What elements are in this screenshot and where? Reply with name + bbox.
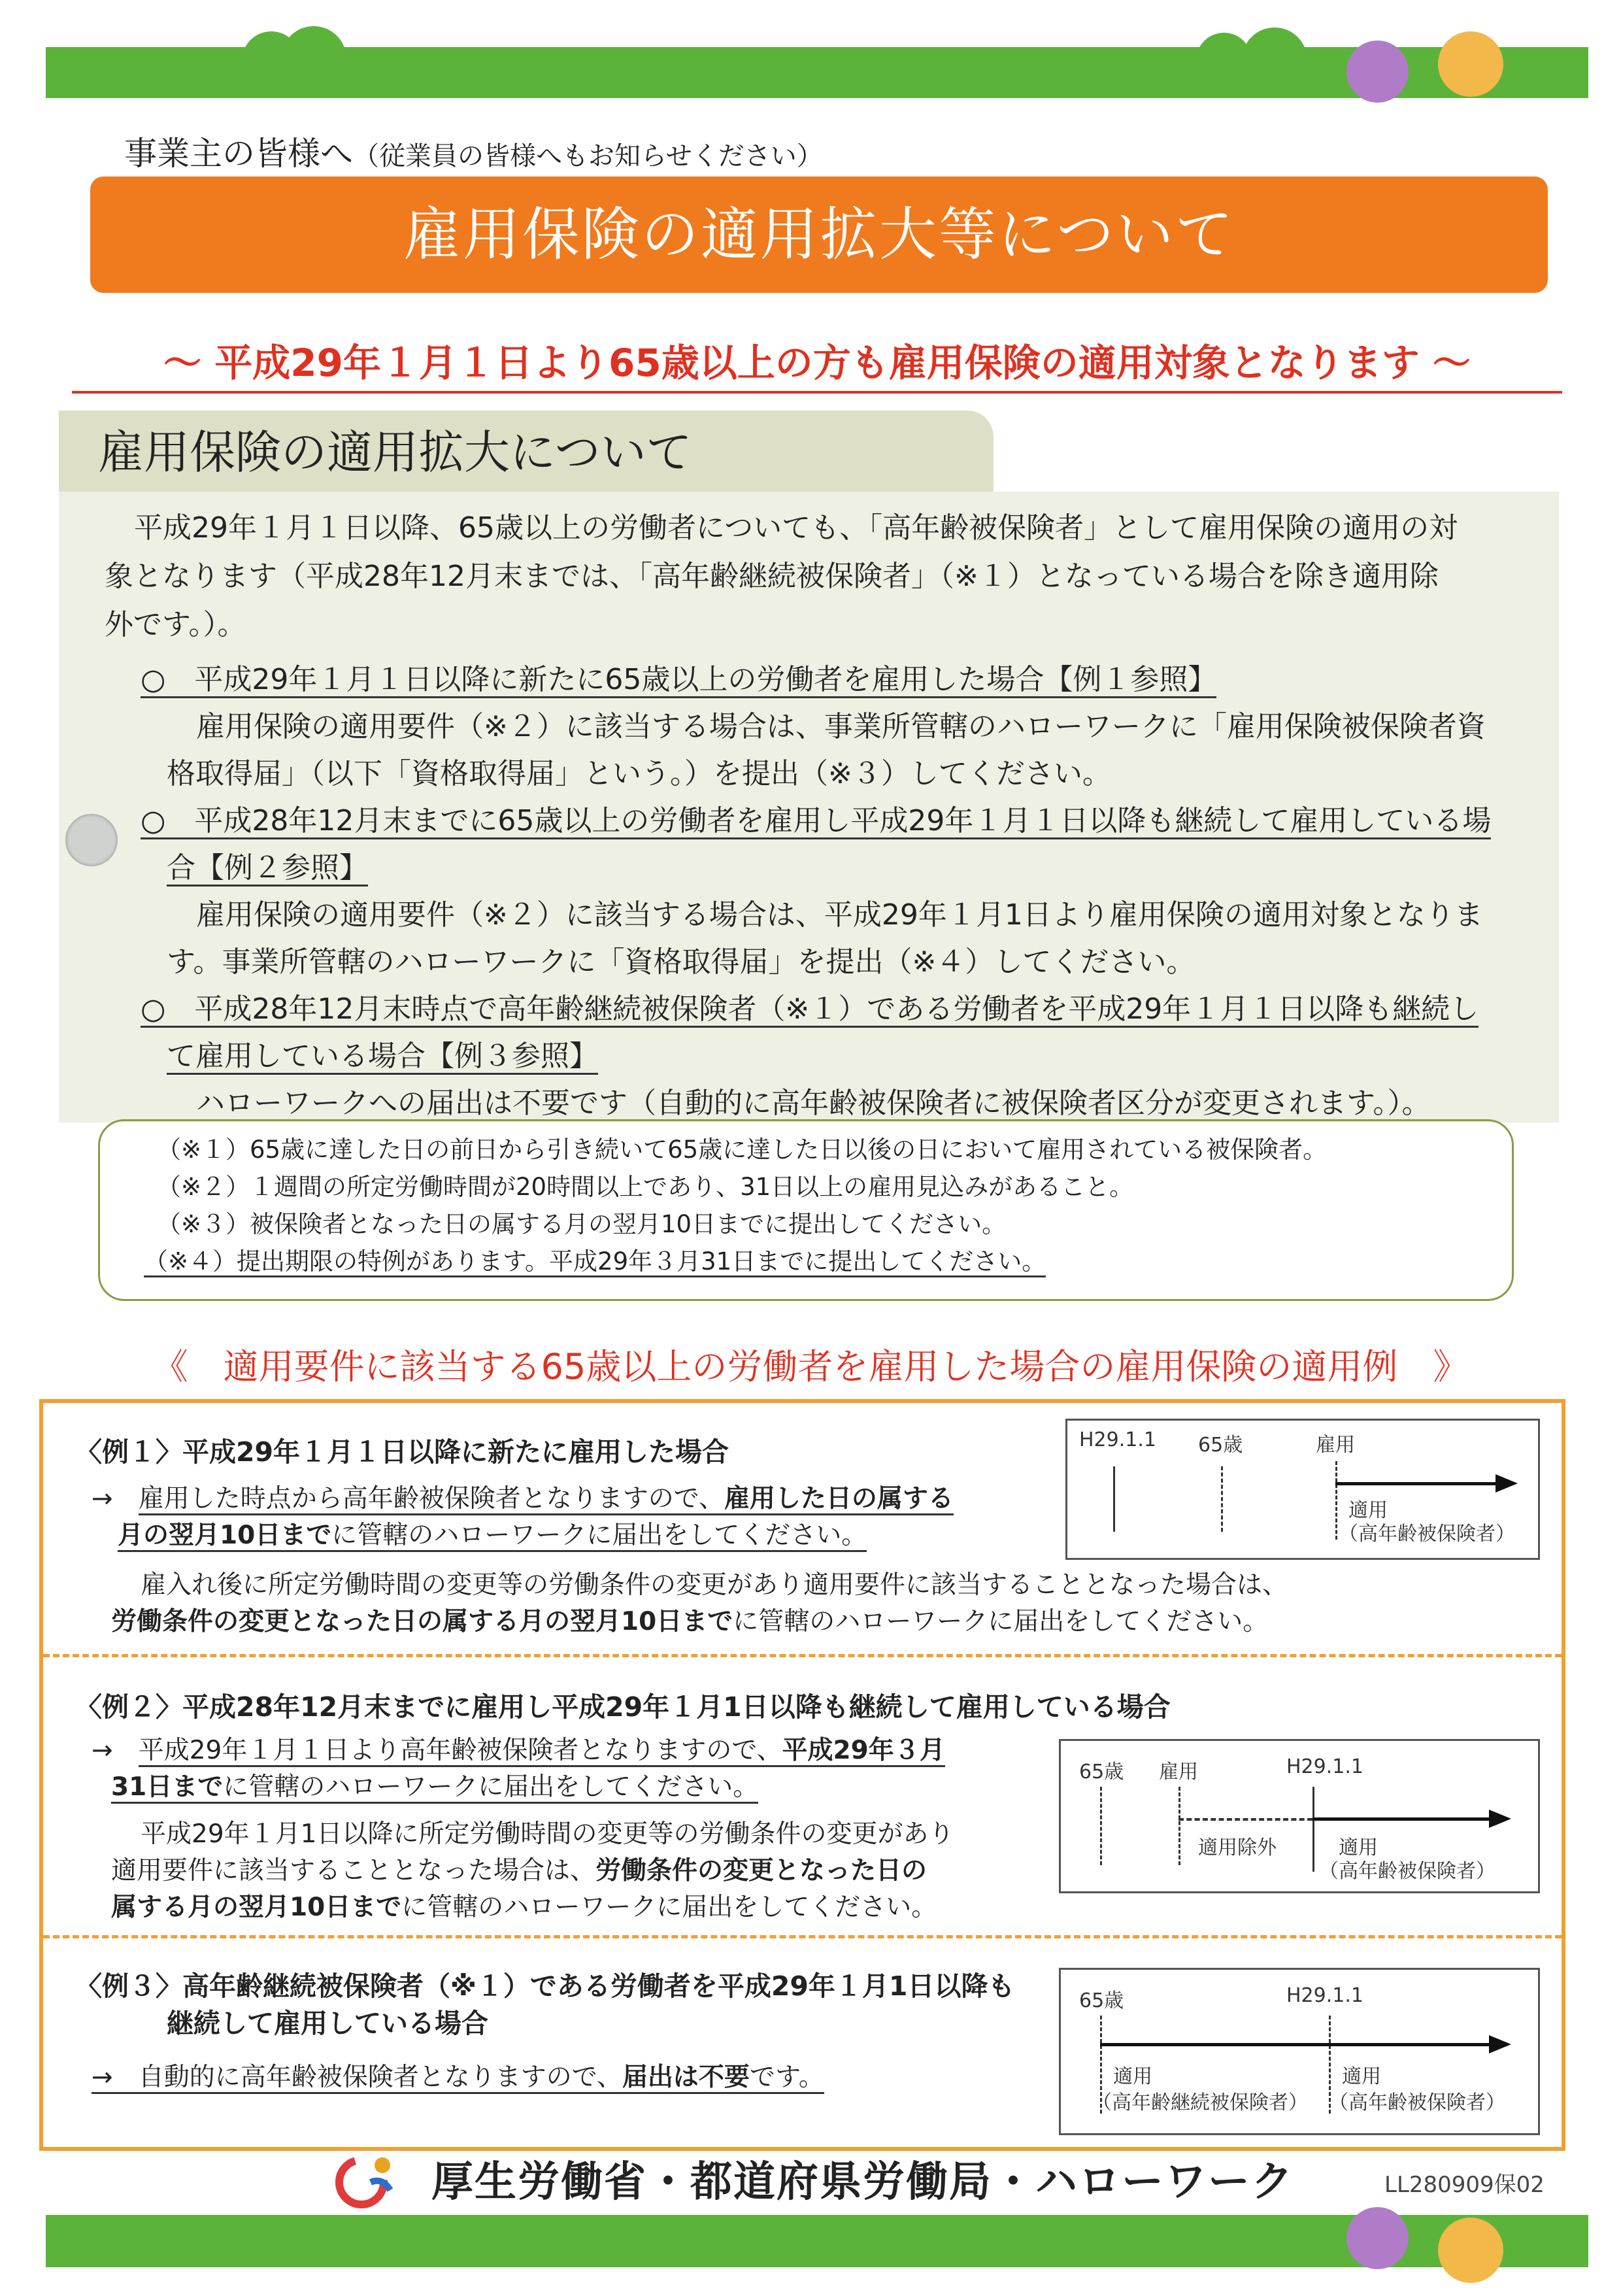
ex2-excluded-line [1178,1818,1312,1821]
ex3-title-2: 継続して雇用している場合 [167,2008,488,2039]
ex3-label-h29: H29.1.1 [1286,1984,1363,2007]
ex1-extra2-bold: 労働条件の変更となった日の属する月の翌月10日まで [111,1607,733,1636]
item1-line1: 雇用保険の適用要件（※２）に該当する場合は、事業所管轄のハローワークに「雇用保険被保険者資 [196,710,1486,743]
item2-line2: す。事業所管轄のハローワークに「資格取得届」を提出（※４）してください。 [167,945,1195,979]
ex3-label-65: 65歳 [1079,1989,1124,2012]
ex2-hire-marker [1178,1787,1180,1865]
ex1-label-hire: 雇用 [1316,1434,1355,1457]
ex2-label-65: 65歳 [1079,1761,1124,1783]
purple-circle-decoration [1346,2207,1409,2269]
ex1-title: 〈例１〉平成29年１月１日以降に新たに雇用した場合 [75,1436,729,1468]
ex2-title: 〈例２〉平成28年12月末までに雇用し平成29年１月1日以降も継続して雇用している場合 [75,1691,1171,1723]
ex1-label-insured: （高年齢被保険者） [1339,1523,1515,1545]
ex2-h29-marker [1312,1787,1314,1872]
ex2-extra3: に管轄のハローワークに届出をしてください。 [401,1893,937,1922]
ex3-title-1: 〈例３〉高年齢継続被保険者（※１）である労働者を平成29年１月1日以降も [75,1970,1015,2002]
ex1-text-bold: 雇用した日の属する [724,1484,954,1515]
note-2: （※２）１週間の所定労働時間が20時間以上であり、31日以上の雇用見込みがあること。 [157,1173,1134,1201]
intro-line [124,127,823,175]
document-code: LL280909保02 [1384,2172,1545,2198]
ex1-timeline-diagram [1065,1419,1540,1560]
ex2-label-excluded: 適用除外 [1198,1836,1277,1859]
ex1-h29-marker [1113,1466,1115,1532]
ex2-arrow: → [92,1736,139,1765]
item2-line1: 雇用保険の適用要件（※２）に該当する場合は、平成29年１月1日より雇用保険の適用対象となりま [196,898,1483,932]
item2-heading-2: 合【例２参照】 [167,851,368,886]
item3-heading-1: ○ 平成28年12月末時点で高年齢継続被保険者（※１）である労働者を平成29年１月１日以降も継続し [141,992,1479,1028]
subtitle: ～ 平成29年１月１日より65歳以上の方も雇用保険の適用対象となります ～ [72,332,1562,394]
section-heading: 雇用保険の適用拡大について [59,411,994,494]
ex2-label-h29: H29.1.1 [1286,1755,1363,1778]
para1-line3: 外です。）。 [105,608,246,641]
ex3-text-a: 自動的に高年齢被保険者となりますので、 [139,2063,622,2094]
page-title: 雇用保険の適用拡大等について [90,177,1548,293]
ex3-text-b: です。 [750,2063,824,2094]
example-divider [43,1654,1562,1657]
ex3-label-apply-1: 適用 [1113,2065,1152,2088]
ex1-hire-marker [1335,1461,1337,1540]
ex2-extra1: 平成29年１月1日以降に所定労働時間の変更等の労働条件の変更があり [141,1819,954,1849]
ex1-text-bold2: 月の翌月10日まで [118,1521,331,1552]
item1-heading: ○ 平成29年１月１日以降に新たに65歳以上の労働者を雇用した場合【例１参照】 [141,663,1216,698]
ex1-arrow-line [1335,1482,1499,1485]
ex1-label-h29: H29.1.1 [1079,1428,1156,1451]
ex2-extra2: 適用要件に該当することとなった場合は、 [111,1856,596,1885]
ex2-arrow-line [1312,1817,1492,1821]
arrow-right-icon [1496,1474,1518,1493]
purple-circle-decoration [1346,41,1409,103]
arrow-right-icon [1489,2035,1511,2053]
examples-heading: 《 適用要件に該当する65歳以上の労働者を雇用した場合の雇用保険の適用例 》 [152,1346,1469,1387]
ex3-label-apply-2: 適用 [1342,2065,1381,2088]
arrow-right-icon [1489,1810,1511,1828]
ex3-label-insured: （高年齢被保険者） [1329,2091,1505,2114]
note-4: （※４）提出期限の特例があります。平成29年３月31日までに提出してください。 [144,1247,1046,1277]
para1-line1: 平成29年１月１日以降、65歳以上の労働者についても、「高年齢被保険者」として雇用保険の適用の対 [134,511,1458,545]
intro-main: 事業主の皆様へ [124,135,353,173]
ex1-extra2: に管轄のハローワークに届出をしてください。 [733,1607,1269,1636]
ex2-65-marker [1100,1787,1102,1865]
ex2-extra2-bold: 労働条件の変更となった日の [595,1856,927,1885]
note-3: （※３）被保険者となった日の属する月の翌月10日までに提出してください。 [157,1210,1007,1238]
ex3-timeline-diagram [1059,1968,1540,2135]
yellow-circle-decoration [1438,31,1503,97]
note-1: （※１）65歳に達した日の前日から引き続いて65歳に達した日以後の日において雇用されている被保険者。 [157,1136,1328,1164]
ex1-extra1: 雇入れ後に所定労働時間の変更等の労働条件の変更があり適用要件に該当することとなった場合は、 [141,1570,1288,1600]
ex3-arrow-line [1100,2043,1492,2046]
ex2-timeline-diagram [1059,1739,1540,1893]
punch-hole [65,814,118,866]
green-circle-decoration [281,26,346,92]
ex2-label-insured: （高年齢被保険者） [1319,1860,1496,1883]
ex2-text-bold2: 31日まで [111,1772,223,1804]
item1-line2: 格取得届」（以下「資格取得届」という。）を提出（※３）してください。 [167,757,1111,790]
ex3-arrow: → [92,2063,139,2094]
item2-heading-1: ○ 平成28年12月末までに65歳以上の労働者を雇用し平成29年１月１日以降も継続して雇用している場 [141,804,1491,839]
ex2-text-bold: 平成29年３月 [782,1736,945,1767]
ex1-label-apply: 適用 [1348,1499,1388,1522]
example-divider [43,1935,1562,1938]
ex1-arrow: → [92,1484,139,1513]
ex2-label-apply: 適用 [1339,1836,1378,1859]
item3-heading-2: て雇用している場合【例３参照】 [167,1039,598,1075]
ex1-65-marker [1221,1466,1223,1532]
ex2-text-b: に管轄のハローワークに届出をしてください。 [223,1772,758,1804]
intro-sub: （従業員の皆様へもお知らせください） [353,141,823,171]
ex1-text-b: に管轄のハローワークに届出をしてください。 [331,1521,867,1552]
ex1-text-a: 雇用した時点から高年齢被保険者となりますので、 [139,1484,724,1515]
ex3-label-continued: （高年齢継続被保険者） [1092,2091,1308,2114]
yellow-circle-decoration [1438,2218,1503,2283]
para1-line2: 象となります（平成28年12月末までは、「高年齢継続被保険者」（※１）となっている場合を除き適用除 [105,560,1439,593]
footer-organization: 厚生労働省・都道府県労働局・ハローワーク [431,2158,1294,2206]
ex2-extra3-bold: 属する月の翌月10日まで [111,1893,402,1922]
ministry-logo-icon [330,2151,409,2210]
green-circle-decoration [1242,27,1307,93]
ex3-text-bold: 届出は不要 [622,2063,750,2094]
item3-line1: ハローワークへの届出は不要です（自動的に高年齢被保険者に被保険者区分が変更されます。）。 [196,1087,1431,1120]
ex2-text-a: 平成29年１月１日より高年齢被保険者となりますので、 [139,1736,782,1767]
ex1-label-65: 65歳 [1198,1434,1243,1457]
ex2-label-hire: 雇用 [1159,1761,1198,1783]
